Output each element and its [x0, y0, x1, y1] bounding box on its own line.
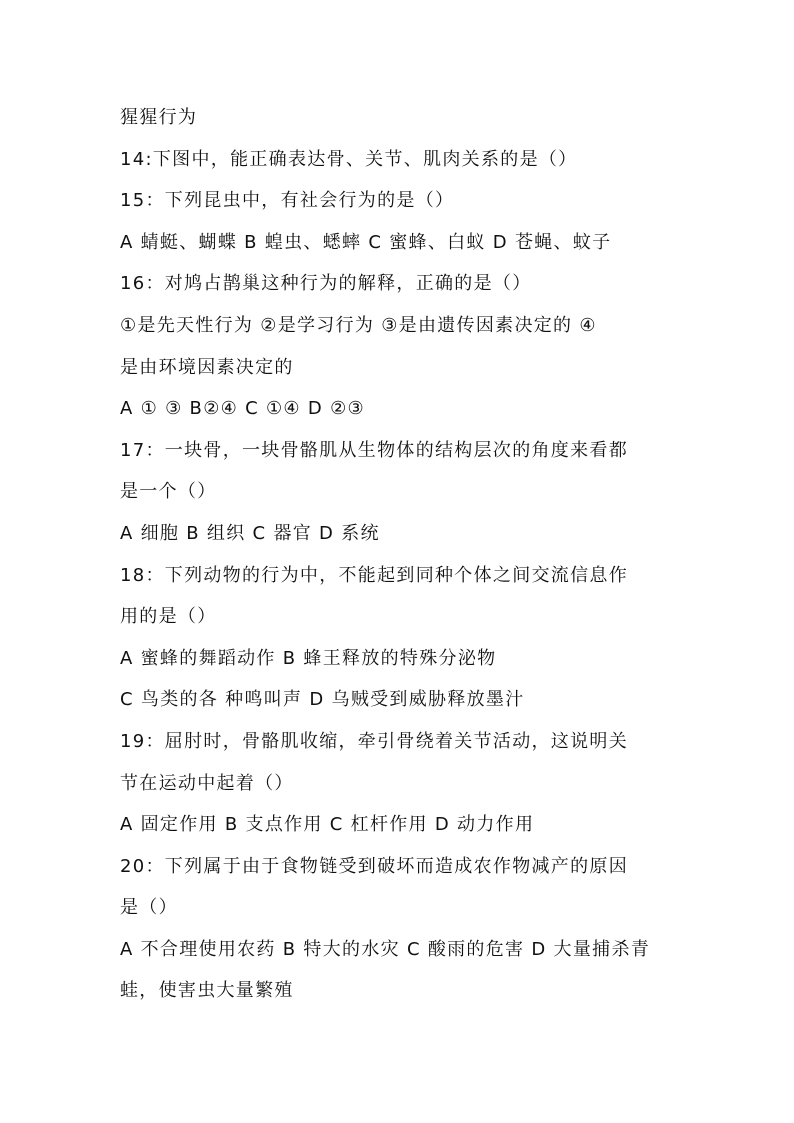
question-17-cont: 是一个（）	[120, 481, 217, 503]
question-15: 15：下列昆虫中，有社会行为的是（）	[120, 190, 455, 212]
question-18-options-ab: A 蜜蜂的舞蹈动作 B 蜂王释放的特殊分泌物	[120, 647, 497, 669]
question-text-block	[120, 97, 680, 1012]
question-19-cont: 节在运动中起着（）	[120, 772, 294, 794]
question-20-options: A 不合理使用农药 B 特大的水灾 C 酸雨的危害 D 大量捕杀青	[120, 938, 651, 960]
question-20-cont: 是（）	[120, 897, 178, 919]
question-20-options-cont: 蛙，使害虫大量繁殖	[120, 980, 294, 1002]
question-17: 17：一块骨，一块骨骼肌从生物体的结构层次的角度来看都	[120, 439, 629, 461]
question-14: 14:下图中，能正确表达骨、关节、肌肉关系的是（）	[120, 148, 578, 170]
question-16-options: A ① ③ B②④ C ①④ D ②③	[120, 398, 365, 420]
question-16: 16：对鸠占鹊巢这种行为的解释，正确的是（）	[120, 273, 532, 295]
question-16-statements: ①是先天性行为 ②是学习行为 ③是由遗传因素决定的 ④	[120, 314, 597, 336]
text-line: 猩猩行为	[120, 107, 198, 128]
question-18-cont: 用的是（）	[120, 606, 217, 628]
question-19-options: A 固定作用 B 支点作用 C 杠杆作用 D 动力作用	[120, 814, 535, 836]
question-18: 18：下列动物的行为中，不能起到同种个体之间交流信息作	[120, 564, 629, 586]
question-20: 20：下列属于由于食物链受到破坏而造成农作物减产的原因	[120, 855, 629, 877]
question-16-statements-cont: 是由环境因素决定的	[120, 356, 294, 378]
question-17-options: A 细胞 B 组织 C 器官 D 系统	[120, 522, 380, 544]
question-15-options: A 蜻蜓、蝴蝶 B 蝗虫、蟋蟀 C 蜜蜂、白蚁 D 苍蝇、蚊子	[120, 231, 612, 253]
question-18-options-cd: C 鸟类的各 种鸣叫声 D 乌贼受到威胁释放墨汁	[120, 689, 525, 711]
question-19: 19：屈肘时，骨骼肌收缩，牵引骨绕着关节活动，这说明关	[120, 730, 629, 752]
